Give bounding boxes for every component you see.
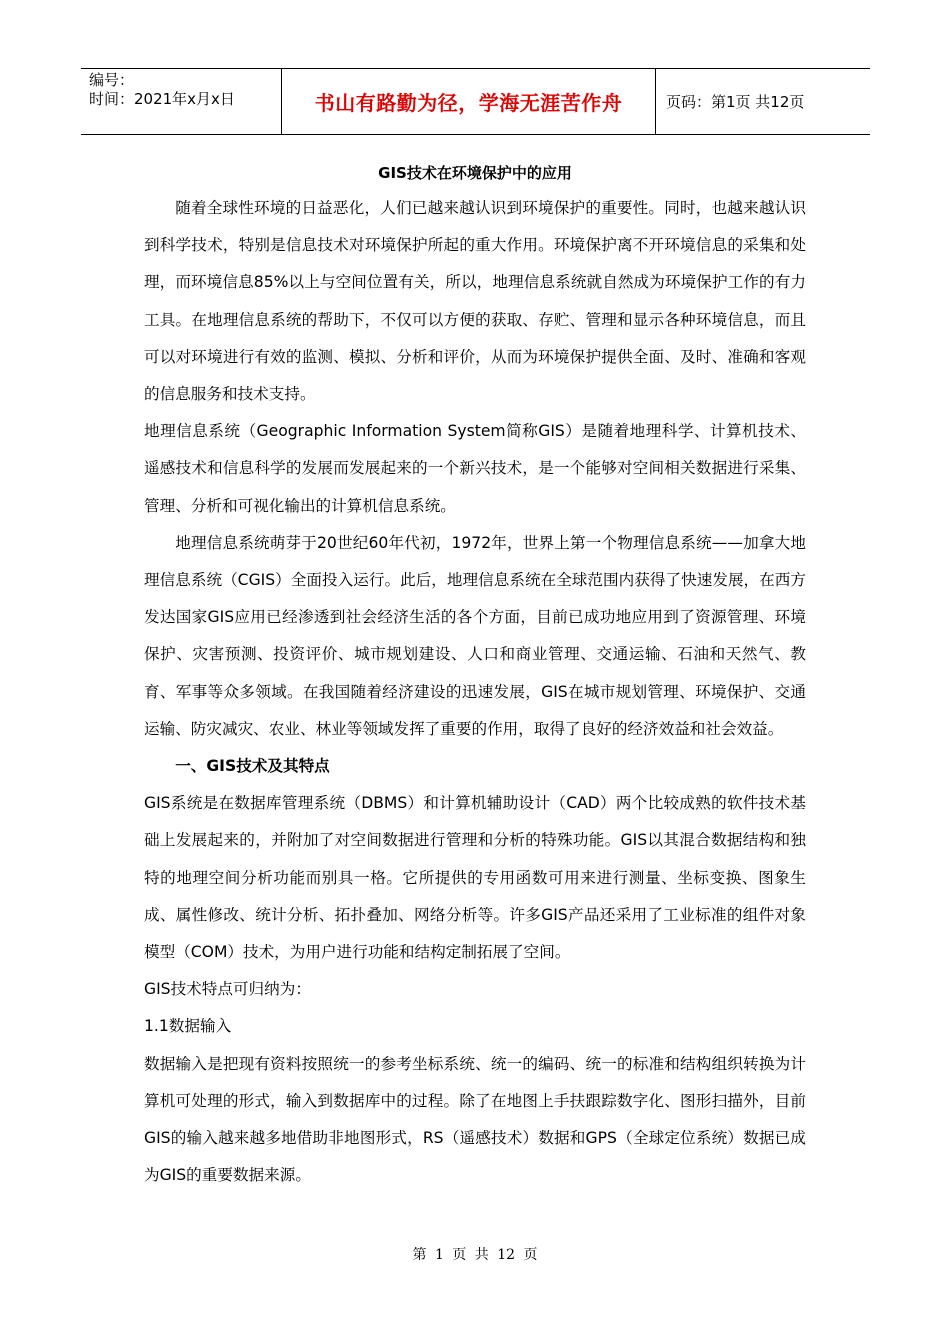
paragraph-gis-system: GIS系统是在数据库管理系统（DBMS）和计算机辅助设计（CAD）两个比较成熟的软件技术基础上发展起来的，并附加了对空间数据进行管理和分析的特殊功能。GIS以其混合数据结构和独特的地理空间分析功能而别具一格。它所提供的专用函数可用来进行测量、坐标变换、图象生成、属性修改、统计分析、拓扑叠加、网络分析等。许多GIS产品还采用了工业标准的组件对象模型（COM）技术，为用户进行功能和结构定制拓展了空间。 [144,794,806,962]
header-meta [81,69,282,134]
time-label: 时间：2021年x月x日 [89,90,235,108]
number-label: 编号： [89,71,135,89]
paragraph-gis-definition: 地理信息系统（Geographic Information System简称GIS）是随着地理科学、计算机技术、遥感技术和信息科学的发展而发展起来的一个新兴技术，是一个能够对空间相关数据进行采集、管理、分析和可视化输出的计算机信息系统。 [144,422,806,515]
paragraph-features-intro: GIS技术特点可归纳为： [144,980,311,999]
header-motto: 书山有路勤为径，学海无涯苦作舟 [282,69,656,134]
paragraph-data-input: 数据输入是把现有资料按照统一的参考坐标系统、统一的编码、统一的标准和结构组织转换为计算机可处理的形式，输入到数据库中的过程。除了在地图上手扶跟踪数字化、图形扫描外，目前GIS的输入越来越多地借助非地图形式，RS（遥感技术）数据和GPS（全球定位系统）数据已成为GIS的重要数据来源。 [144,1054,806,1185]
subsection-heading: 1.1数据输入 [144,1017,232,1036]
section-heading: 一、GIS技术及其特点 [175,757,330,776]
paragraph-gis-history: 地理信息系统萌芽于20世纪60年代初，1972年，世界上第一个物理信息系统——加拿大地理信息系统（CGIS）全面投入运行。此后，地理信息系统在全球范围内获得了快速发展，在西方发达国家GIS应用已经渗透到社会经济生活的各个方面，目前已成功地应用到了资源管理、环境保护、灾害预测、投资评价、城市规划建设、人口和商业管理、交通运输、石油和天然气、教育、军事等众多领域。在我国随着经济建设的迅速发展，GIS在城市规划管理、环境保护、交通运输、防灾减灾、农业、林业等领域发挥了重要的作用，取得了良好的经济效益和社会效益。 [144,533,806,738]
document-header [81,68,870,135]
paragraph-intro: 随着全球性环境的日益恶化，人们已越来越认识到环境保护的重要性。同时，也越来越认识到科学技术，特别是信息技术对环境保护所起的重大作用。环境保护离不开环境信息的采集和处理，而环境信息85%以上与空间位置有关，所以，地理信息系统就自然成为环境保护工作的有力工具。在地理信息系统的帮助下，不仅可以方便的获取、存贮、管理和显示各种环境信息，而且可以对环境进行有效的监测、模拟、分析和评价，从而为环境保护提供全面、及时、准确和客观的信息服务和技术支持。 [144,199,806,404]
page-footer: 第 1 页 共 12 页 [412,1247,538,1263]
document-body [144,158,806,1194]
header-page-info: 页码：第1页 共12页 [666,93,805,111]
document-title: GIS技术在环境保护中的应用 [378,164,572,182]
